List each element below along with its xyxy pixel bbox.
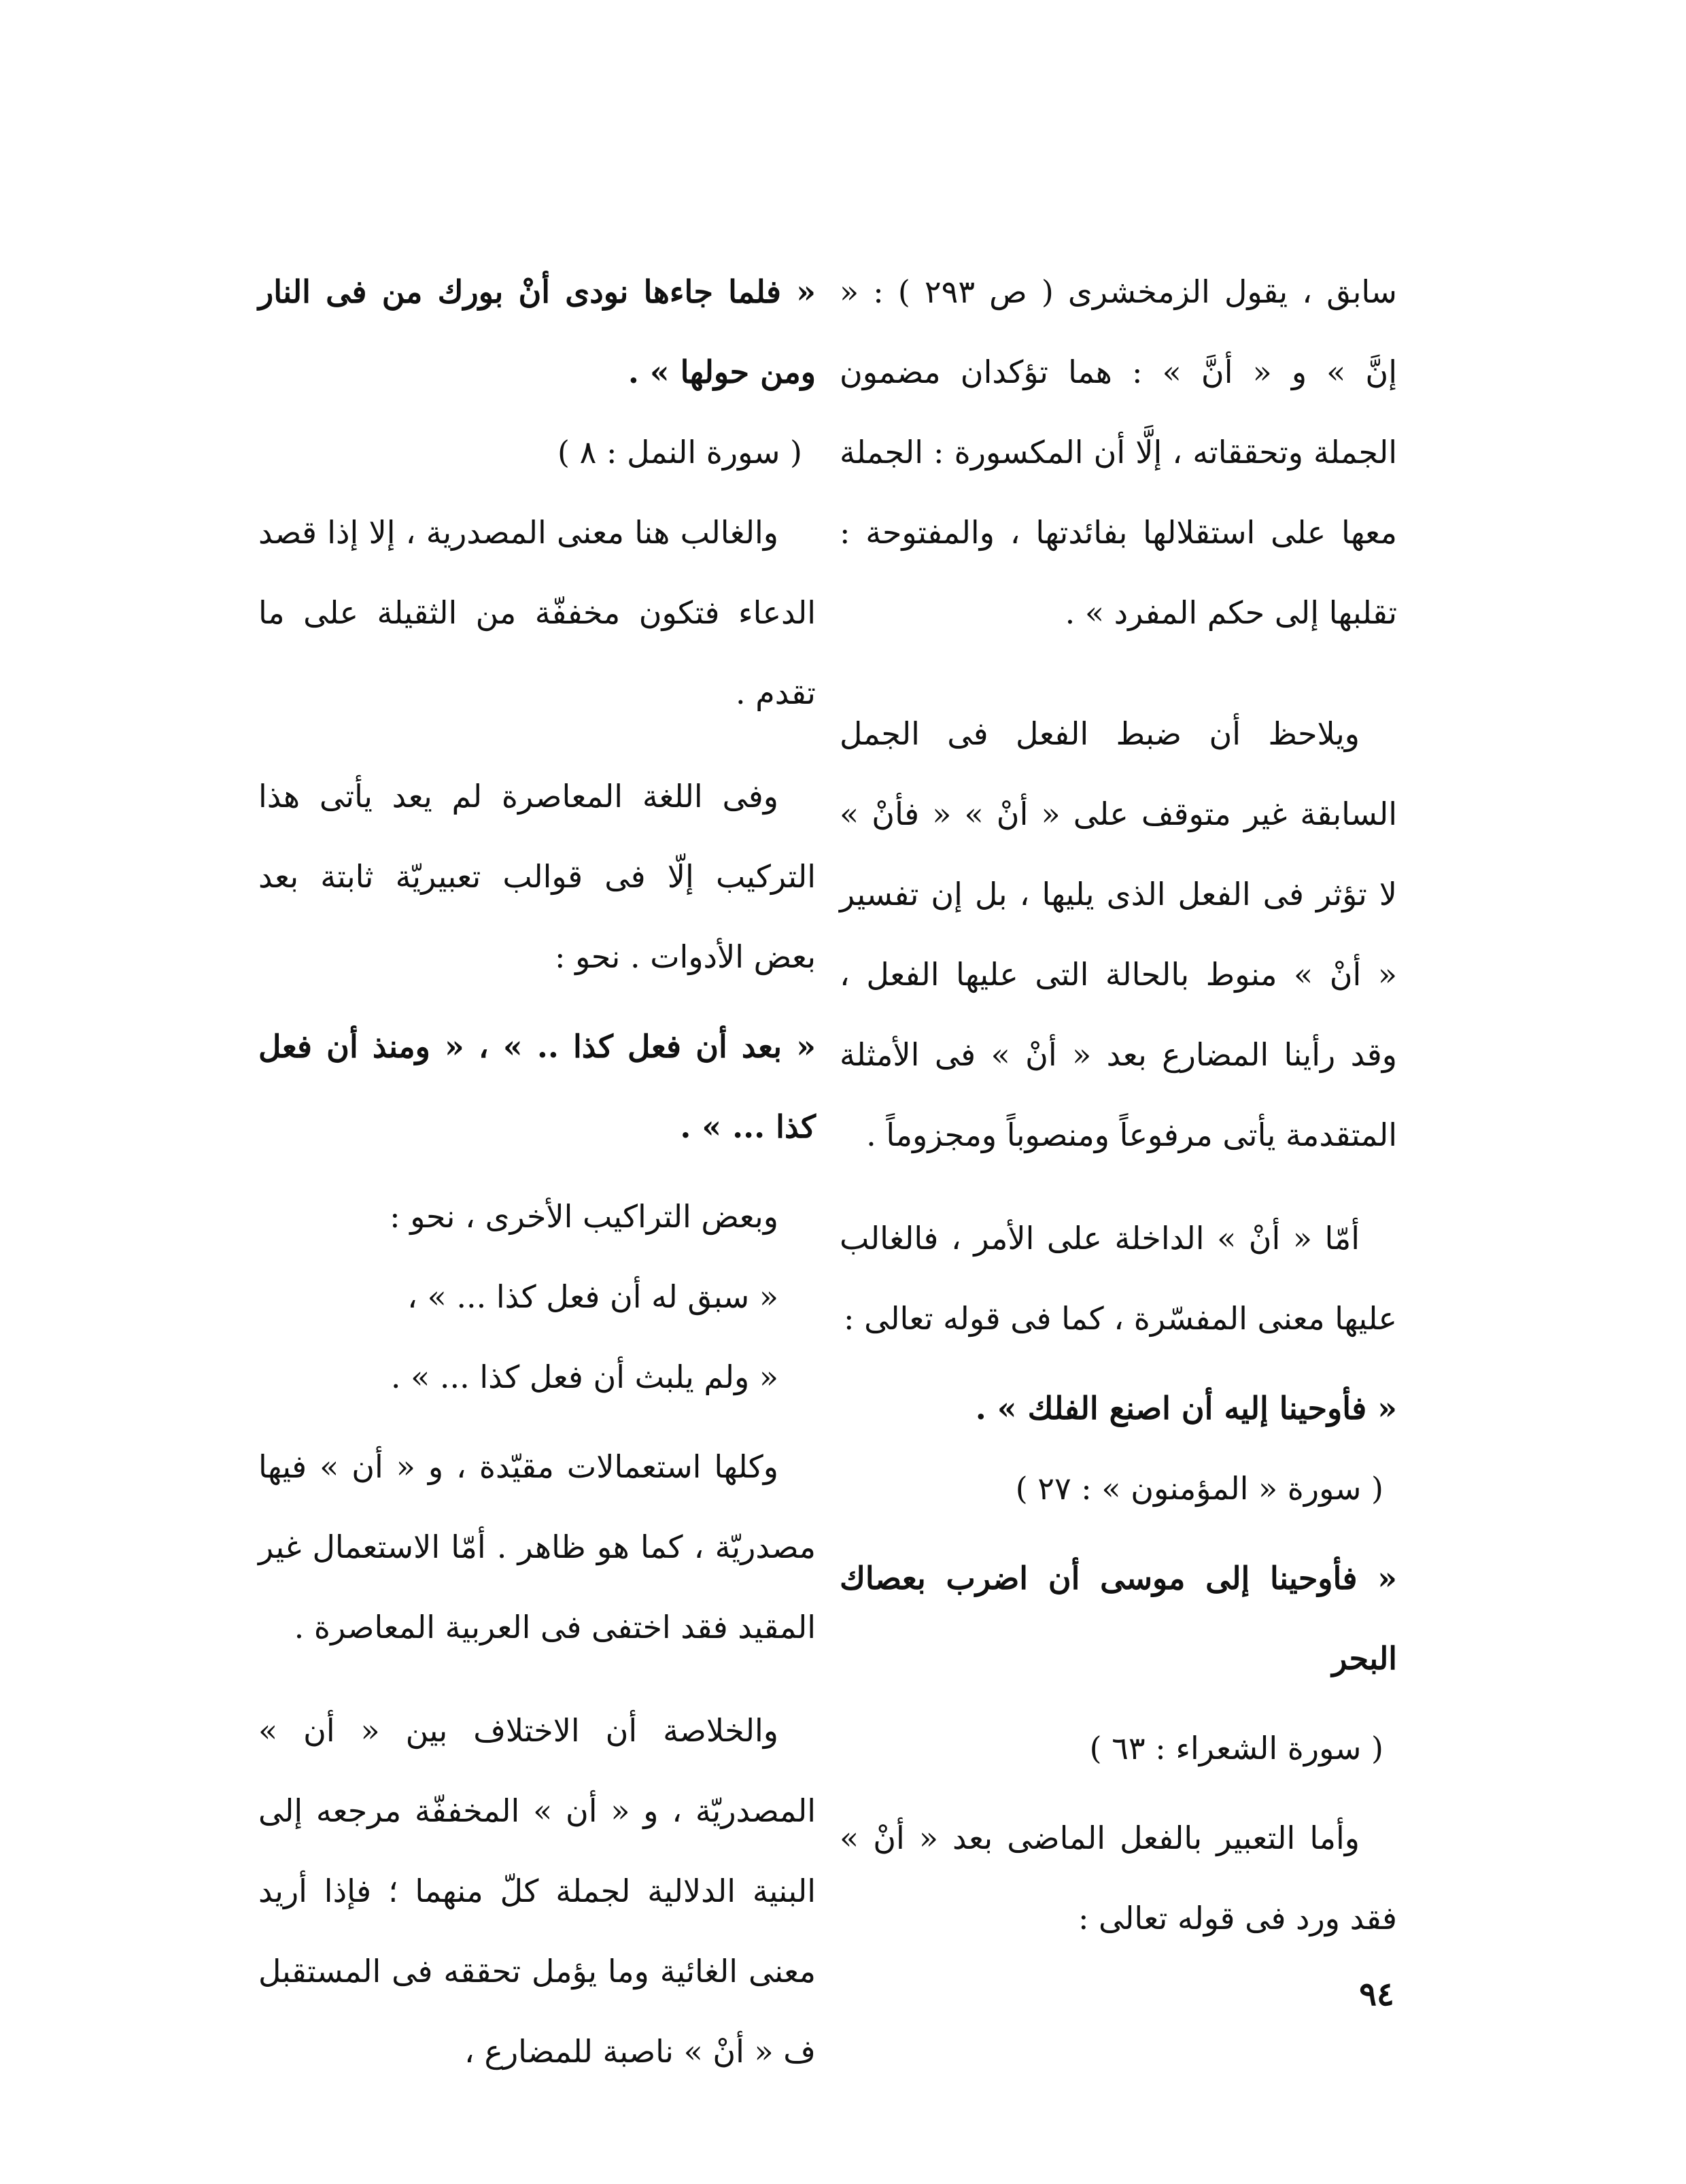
left-column xyxy=(258,252,816,2092)
example-did-not-wait: « ولم يلبث أن فعل كذا ... » . xyxy=(390,1359,778,1395)
example-after-doing: « بعد أن فعل كذا .. » ، « ومنذ أن فعل كذا ... » . xyxy=(258,1028,816,1145)
paragraph-other-structures: وبعض التراكيب الأخرى ، نحو : xyxy=(390,1198,778,1235)
quran-quote-musa: « فأوحينا إلى موسى أن اضرب بعصاك البحر xyxy=(840,1560,1397,1677)
surah-reference-shuara: ( سورة الشعراء : ٦٣ ) xyxy=(1089,1730,1383,1767)
paragraph-conclusion: والخلاصة أن الاختلاف بين « أن » المصدريّة ، و « أن » المخففّة مرجعه إلى البنية الدلالية لجملة كلّ منهما ؛ فإذا أريد معنى الغائية وما يؤمل تحققه فى المستقبل ف « أنْ » ناصبة للمضارع ، xyxy=(258,1712,816,2070)
paragraph-imperative: أمّا « أنْ » الداخلة على الأمر ، فالغالب عليها معنى المفسّرة ، كما فى قوله تعالى : xyxy=(840,1220,1397,1337)
quran-quote-fire: « فلما جاءها نودى أنْ بورك من فى النار ومن حولها » . xyxy=(258,273,816,390)
right-column xyxy=(840,252,1397,1958)
paragraph-restricted-usage: وكلها استعمالات مقيّدة ، و « أن » فيها مصدريّة ، كما هو ظاهر . أمّا الاستعمال غير المقيد فقد اختفى فى العربية المعاصرة . xyxy=(258,1448,816,1645)
paragraph-masdariyya: والغالب هنا معنى المصدرية ، إلا إذا قصد الدعاء فتكون مخففّة من الثقيلة على ما تقدم . xyxy=(258,514,816,711)
paragraph-past-tense: وأما التعبير بالفعل الماضى بعد « أنْ » فقد ورد فى قوله تعالى : xyxy=(840,1820,1397,1936)
paragraph-zamakhshari-quote: سابق ، يقول الزمخشرى ( ص ٢٩٣ ) : « إنَّ » و « أنَّ » : هما تؤكدان مضمون الجملة وتحققاته ، إلَّا أن المكسورة : الجملة معها على استقلالها بفائدتها ، والمفتوحة : تقلبها إلى حكم المفرد » . xyxy=(840,273,1397,631)
paragraph-modern-usage: وفى اللغة المعاصرة لم يعد يأتى هذا التركيب إلّا فى قوالب تعبيريّة ثابتة بعد بعض الأدوات . نحو : xyxy=(258,778,816,975)
page-number: ٩٤ xyxy=(1359,1975,1394,2013)
surah-reference-naml: ( سورة النمل : ٨ ) xyxy=(557,434,802,471)
paragraph-verb-note: ويلاحظ أن ضبط الفعل فى الجمل السابقة غير متوقف على « أنْ » « فأنْ » لا تؤثر فى الفعل الذى يليها ، بل إن تفسير « أنْ » منوط بالحالة التى عليها الفعل ، وقد رأينا المضارع بعد « أنْ » فى الأمثلة المتقدمة يأتى مرفوعاً ومنصوباً ومجزوماً . xyxy=(840,715,1397,1153)
example-preceded: « سبق له أن فعل كذا ... » ، xyxy=(407,1278,778,1315)
surah-reference-muminun: ( سورة « المؤمنون » : ٢٧ ) xyxy=(1015,1470,1383,1507)
quran-quote-ark: « فأوحينا إليه أن اصنع الفلك » . xyxy=(975,1390,1397,1427)
